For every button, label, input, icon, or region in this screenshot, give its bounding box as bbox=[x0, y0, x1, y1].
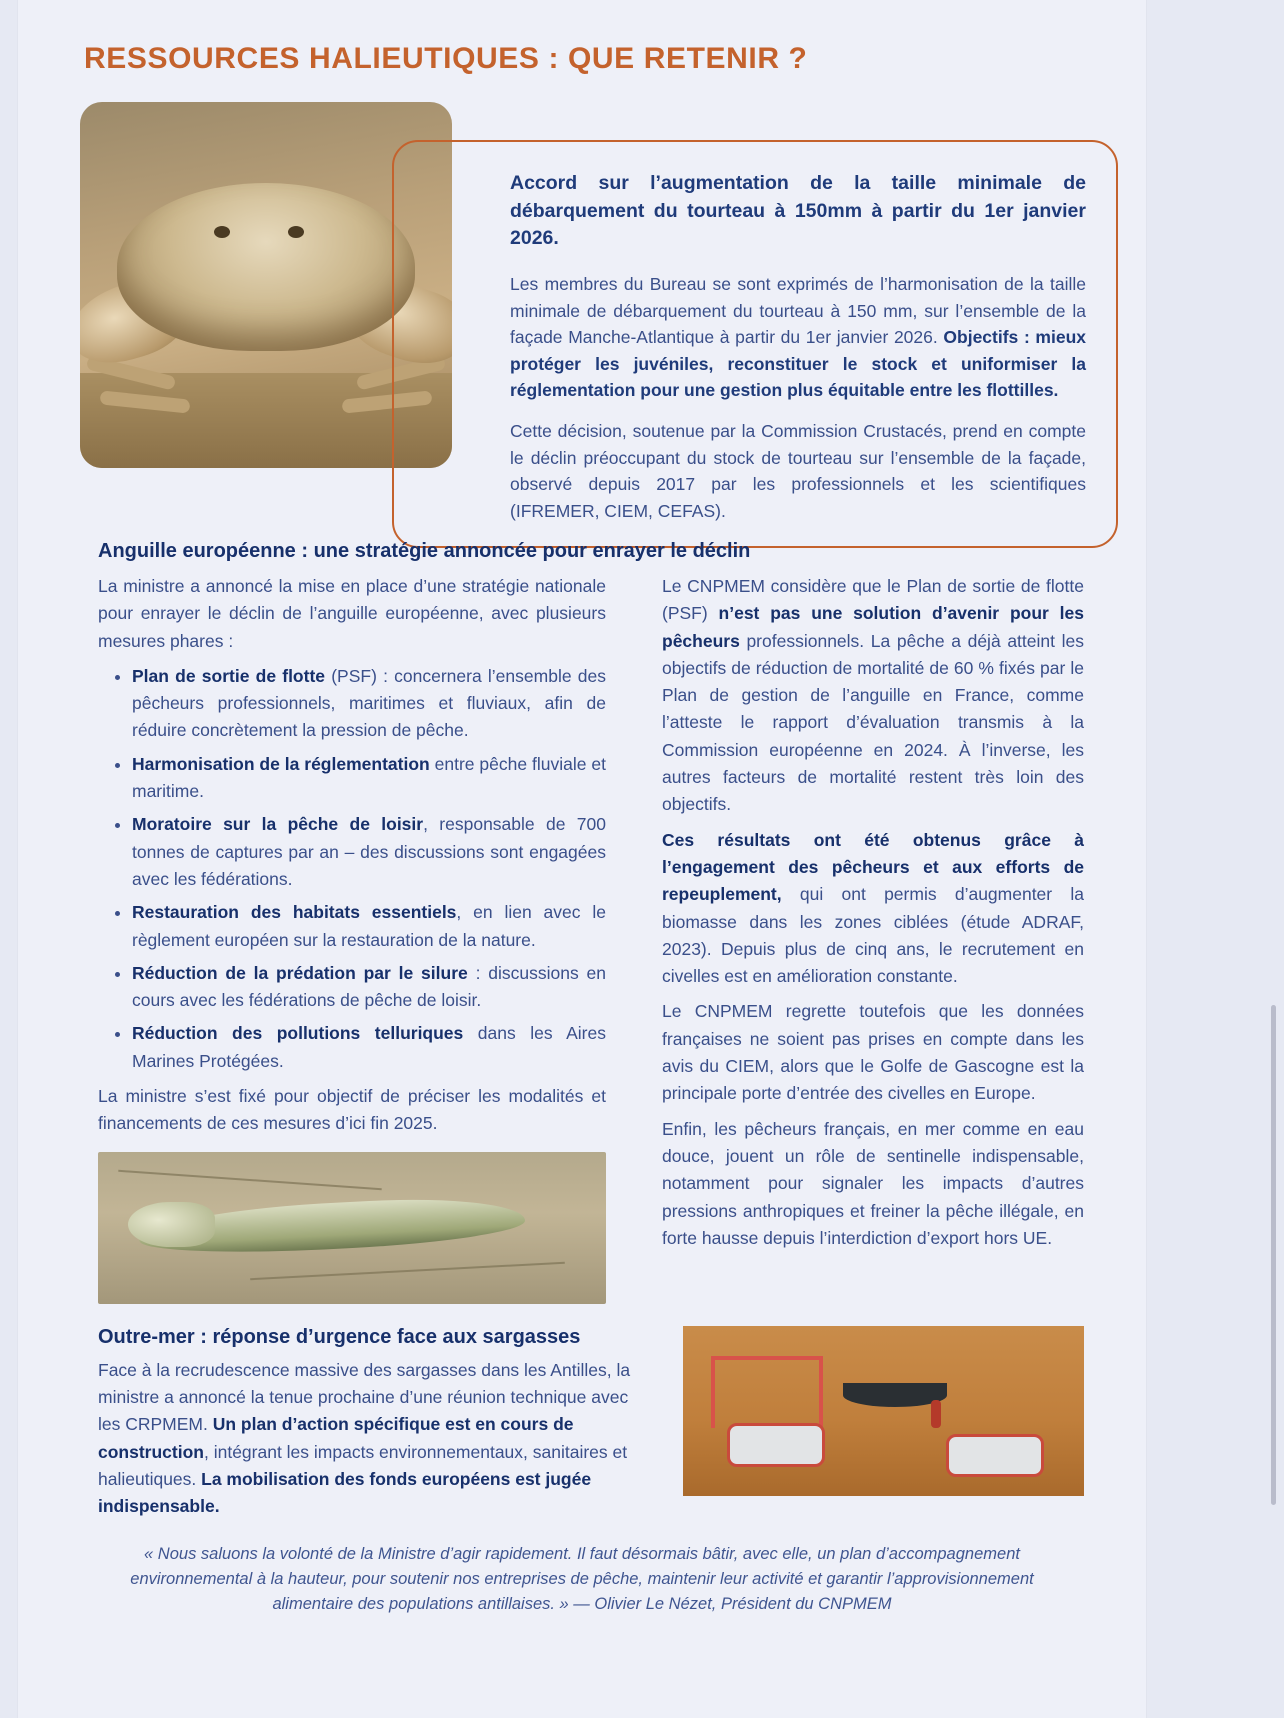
cnpmem-p2-bold: Ces résultats ont été obtenus grâce à l’engagement des pêcheurs et aux efforts de repeuplement, bbox=[662, 829, 1084, 905]
eel-head bbox=[128, 1202, 214, 1248]
callout-paragraph-1 bbox=[510, 271, 1086, 404]
measure-text: (PSF) : concernera l’ensemble des pêcheurs professionnels, maritimes et fluviaux, afin de réduire concrètement la pression de pêche. bbox=[132, 665, 606, 741]
measure-text: , en lien avec le règlement européen sur la restauration de la nature. bbox=[132, 902, 606, 950]
cnpmem-paragraph-2 bbox=[662, 827, 1084, 991]
pull-quote: « Nous saluons la volonté de la Ministre d’agir rapidement. Il faut désormais bâtir, avec elle, un plan d’accompagnement environnemental à la hauteur, pour soutenir nos entreprises de pêche, maintenir leur activité et garantir l’approvisionnement alimentaire des populations antillaises. » — Olivier Le Nézet, Président du CNPMEM bbox=[130, 1545, 1034, 1613]
cnpmem-p1-b: professionnels. La pêche a déjà atteint les objectifs de réduction de mortalité de 60 % fixés par le Plan de gestion de l’anguille en France, comme l’atteste le rapport d’évaluation transmis à la Commission européenne en 2024. À l’inverse, les autres facteurs de mortalité restent très loin des objectifs. bbox=[662, 630, 1084, 815]
eel-measures-list bbox=[98, 663, 606, 1075]
cnpmem-p1-a: Le CNPMEM considère que le Plan de sortie de flotte (PSF) bbox=[662, 576, 1084, 624]
measure-label: Réduction de la prédation par le silure bbox=[132, 962, 468, 983]
buoy-shape bbox=[727, 1423, 825, 1466]
eel-photo bbox=[98, 1152, 606, 1304]
measure-text: , responsable de 700 tonnes de captures par an – des discussions sont engagées avec les fédérations. bbox=[132, 814, 606, 889]
twig-decoration bbox=[119, 1170, 383, 1190]
measure-label: Plan de sortie de flotte bbox=[132, 665, 326, 686]
tourteau-block bbox=[18, 102, 1146, 522]
cnpmem-p1-bold: n’est pas une solution d’avenir pour les pêcheurs bbox=[662, 603, 1084, 651]
document-sheet bbox=[18, 0, 1146, 1718]
eel-section-heading: Anguille européenne : une stratégie annoncée pour enrayer le déclin bbox=[98, 540, 751, 562]
callout-p1-objectives: Objectifs : mieux protéger les juvéniles, reconstituer le stock et uniformiser la réglementation pour une gestion plus équitable entre les flottilles. bbox=[510, 327, 1086, 401]
measure-label: Moratoire sur la pêche de loisir bbox=[132, 814, 424, 835]
measure-text: dans les Aires Marines Protégées. bbox=[132, 1023, 606, 1071]
list-item bbox=[132, 811, 606, 893]
list-item bbox=[132, 960, 606, 1015]
list-item bbox=[132, 663, 606, 745]
outremer-text bbox=[98, 1326, 655, 1525]
page-title: RESSOURCES HALIEUTIQUES : QUE RETENIR ? bbox=[84, 42, 808, 75]
person-shape bbox=[931, 1400, 941, 1428]
list-item bbox=[132, 751, 606, 806]
crab-shell bbox=[117, 183, 415, 351]
sargassum-photo bbox=[683, 1326, 1084, 1496]
eel-right-column bbox=[662, 573, 1084, 1304]
outremer-heading: Outre-mer : réponse d’urgence face aux sargasses bbox=[98, 1325, 581, 1348]
eel-left-closing: La ministre s’est fixé pour objectif de préciser les modalités et financements de ces mesures d’ici fin 2025. bbox=[98, 1086, 606, 1134]
measure-label: Restauration des habitats essentiels bbox=[132, 902, 457, 923]
outremer-p-b: , intégrant les impacts environnementaux, sanitaires et halieutiques. bbox=[98, 1441, 628, 1489]
list-item bbox=[132, 899, 606, 954]
callout-p1-text: Les membres du Bureau se sont exprimés de l’harmonisation de la taille minimale de débarquement du tourteau à 150 mm, sur l’ensemble de la façade Manche-Atlantique à partir du 1er janvier 2026. bbox=[510, 274, 1086, 348]
cnpmem-paragraph-1 bbox=[662, 573, 1084, 819]
measure-text: entre pêche fluviale et maritime. bbox=[132, 753, 607, 802]
cnpmem-p2-rest: qui ont permis d’augmenter la biomasse dans les zones ciblées (étude ADRAF, 2023). Depuis plus de cinq ans, le recrutement en civelles est en amélioration constante. bbox=[662, 884, 1084, 987]
callout-paragraph-2: Cette décision, soutenue par la Commission Crustacés, prend en compte le déclin préoccupant du stock de tourteau sur l’ensemble de la façade, observé depuis 2017 par les professionnels et les scientifiques (IFREMER, CIEM, CEFAS). bbox=[510, 421, 1086, 521]
cnpmem-paragraph-4: Enfin, les pêcheurs français, en mer comme en eau douce, jouent un rôle de sentinelle indispensable, notamment pour signaler les impacts d’autres pressions anthropiques et freiner la pêche illégale, en forte hausse depuis l’interdiction d’export hors UE. bbox=[662, 1118, 1084, 1248]
measure-text: : discussions en cours avec les fédérations de pêche de loisir. bbox=[132, 962, 607, 1011]
red-frame-structure bbox=[711, 1356, 823, 1428]
measure-label: Harmonisation de la réglementation bbox=[132, 753, 430, 774]
twig-decoration bbox=[251, 1262, 566, 1280]
list-item bbox=[132, 1020, 606, 1075]
page-left-margin bbox=[0, 0, 18, 1718]
eel-section bbox=[18, 540, 1146, 1304]
callout-lead: Accord sur l’augmentation de la taille minimale de débarquement du tourteau à 150mm à partir du 1er janvier 2026. bbox=[510, 172, 1086, 250]
page-right-margin bbox=[1146, 0, 1284, 1718]
outremer-p-a: Face à la recrudescence massive des sargasses dans les Antilles, la ministre a annoncé la tenue prochaine d’une réunion technique avec les CRPMEM. bbox=[98, 1359, 631, 1435]
outremer-p-bold-1: Un plan d’action spécifique est en cours de construction bbox=[98, 1414, 574, 1462]
measure-label: Réduction des pollutions telluriques bbox=[132, 1023, 464, 1044]
outremer-section bbox=[18, 1326, 1146, 1525]
tourteau-callout bbox=[392, 140, 1118, 548]
outremer-paragraph bbox=[98, 1357, 655, 1521]
scrollbar-thumb[interactable] bbox=[1271, 1005, 1276, 1505]
buoy-shape bbox=[946, 1434, 1044, 1477]
cnpmem-paragraph-3: Le CNPMEM regrette toutefois que les données françaises ne soient pas prises en compte dans les avis du CIEM, alors que le Golfe de Gascogne est la principale porte d’entrée des civelles en Europe. bbox=[662, 1001, 1084, 1104]
eel-left-column bbox=[98, 573, 606, 1304]
eel-left-intro: La ministre a annoncé la mise en place d’une stratégie nationale pour enrayer le déclin de l’anguille européenne, avec plusieurs mesures phares : bbox=[98, 576, 606, 651]
eel-columns bbox=[98, 573, 1084, 1304]
outremer-p-bold-2: La mobilisation des fonds européens est jugée indispensable. bbox=[98, 1468, 592, 1517]
